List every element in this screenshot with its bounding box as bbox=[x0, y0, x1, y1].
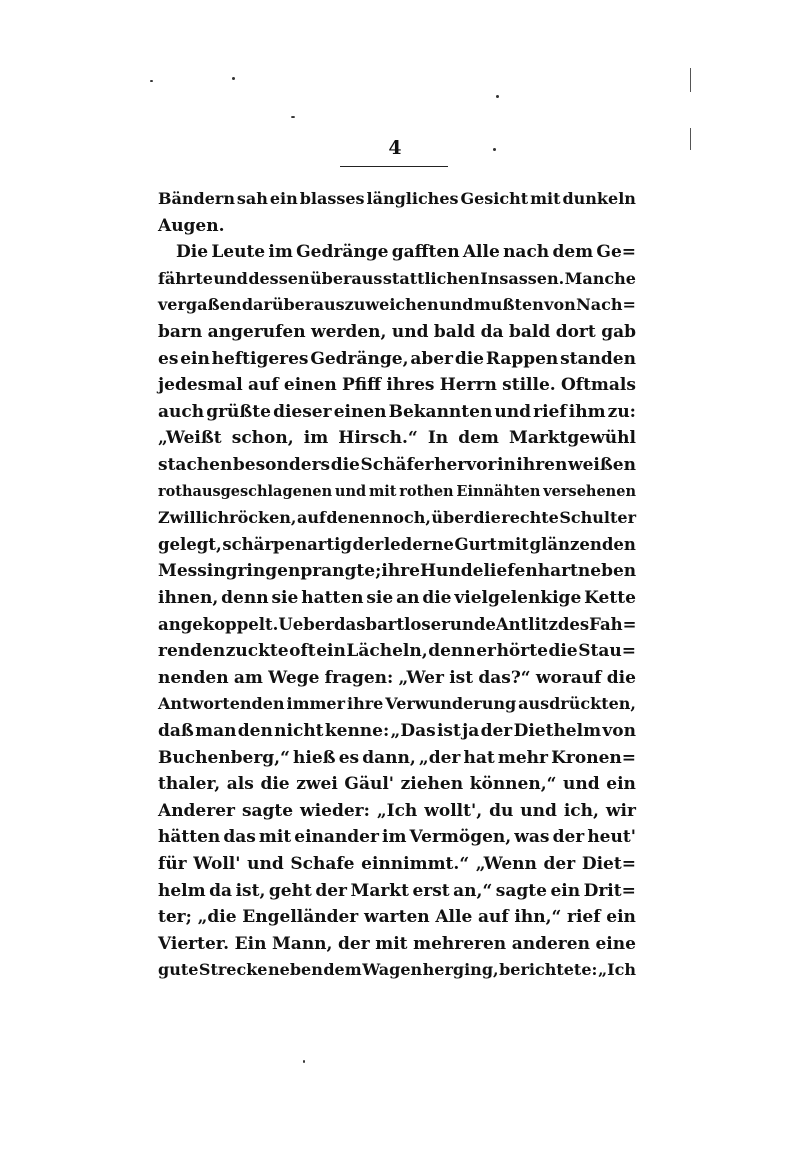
text-line: „Weißt schon, im Hirsch.“ In dem Marktgewühl bbox=[158, 428, 636, 449]
text-line: vergaßen darüber auszuweichen und mußten von Nach= bbox=[158, 295, 636, 315]
scan-edge-mark bbox=[690, 128, 691, 150]
text-line: Augen. bbox=[158, 215, 225, 236]
text-line: rothausgeschlagenen und mit rothen Einnähten versehenen bbox=[158, 482, 636, 500]
text-line: nenden am Wege fragen: „Wer ist das?“ worauf die bbox=[158, 667, 636, 688]
text-line: gute Strecke neben dem Wagen herging, berichtete: „Ich bbox=[158, 960, 636, 980]
text-line: ter; „die Engelländer warten Alle auf ihn,“ rief ein bbox=[158, 907, 636, 928]
text-line: Messingringen prangte; ihre Hunde liefen hart neben bbox=[158, 561, 637, 582]
text-line: jedesmal auf einen Pfiff ihres Herrn stille. Oftmals bbox=[158, 375, 636, 396]
text-line: für Woll' und Schafe einnimmt.“ „Wenn der Diet= bbox=[158, 854, 636, 874]
text-line: helm da ist, geht der Markt erst an,“ sagte ein Drit= bbox=[158, 880, 636, 901]
text-line: Vierter. Ein Mann, der mit mehreren anderen eine bbox=[158, 933, 636, 954]
text-line: renden zuckte oft ein Lächeln, denn er hörte die Stau= bbox=[158, 641, 636, 662]
text-line: daß man den nicht kenne: „Das ist ja der Diethelm von bbox=[158, 721, 636, 741]
scan-edge-mark bbox=[690, 68, 691, 92]
scan-speck bbox=[291, 116, 295, 118]
scan-speck bbox=[496, 95, 499, 98]
text-line: Die Leute im Gedränge gafften Alle nach dem Ge= bbox=[176, 242, 636, 263]
text-line: stachen besonders die Schäfer hervor in ihren weißen bbox=[158, 455, 636, 475]
text-line: Antwortenden immer ihre Verwunderung ausdrückten, bbox=[158, 694, 636, 714]
text-line: Anderer sagte wieder: „Ich wollt', du und ich, wir bbox=[158, 800, 636, 821]
scan-speck bbox=[303, 1060, 305, 1063]
text-line: angekoppelt. Ueber das bartlose runde Antlitz des Fah= bbox=[158, 614, 637, 634]
header-rule bbox=[340, 166, 448, 167]
text-line: auch grüßte dieser einen Bekannten und rief ihm zu: bbox=[158, 401, 636, 422]
text-line: hätten das mit einander im Vermögen, was der heut' bbox=[158, 827, 636, 848]
scan-speck bbox=[232, 77, 235, 80]
text-line: barn angerufen werden, und bald da bald dort gab bbox=[158, 322, 636, 342]
text-line: fährte und dessen überaus stattlichen Insassen. Manche bbox=[158, 268, 636, 288]
text-line: Bändern sah ein blasses längliches Gesicht mit dunkeln bbox=[158, 189, 636, 208]
text-line: gelegt, schärpenartig der lederne Gurt mit glänzenden bbox=[158, 534, 636, 554]
text-line: Buchenberg,“ hieß es dann, „der hat mehr Kronen= bbox=[158, 747, 636, 768]
text-line: Zwillichröcken, auf denen noch, über die rechte Schulter bbox=[158, 508, 636, 528]
page-number: 4 bbox=[388, 137, 402, 159]
text-line: ihnen, denn sie hatten sie an die vielgelenkige Kette bbox=[158, 588, 636, 608]
text-line: thaler, als die zwei Gäul' ziehen können,“ und ein bbox=[158, 774, 636, 795]
text-line: es ein heftigeres Gedränge, aber die Rappen standen bbox=[158, 348, 636, 369]
scan-speck bbox=[150, 80, 153, 82]
scan-speck bbox=[493, 148, 496, 151]
